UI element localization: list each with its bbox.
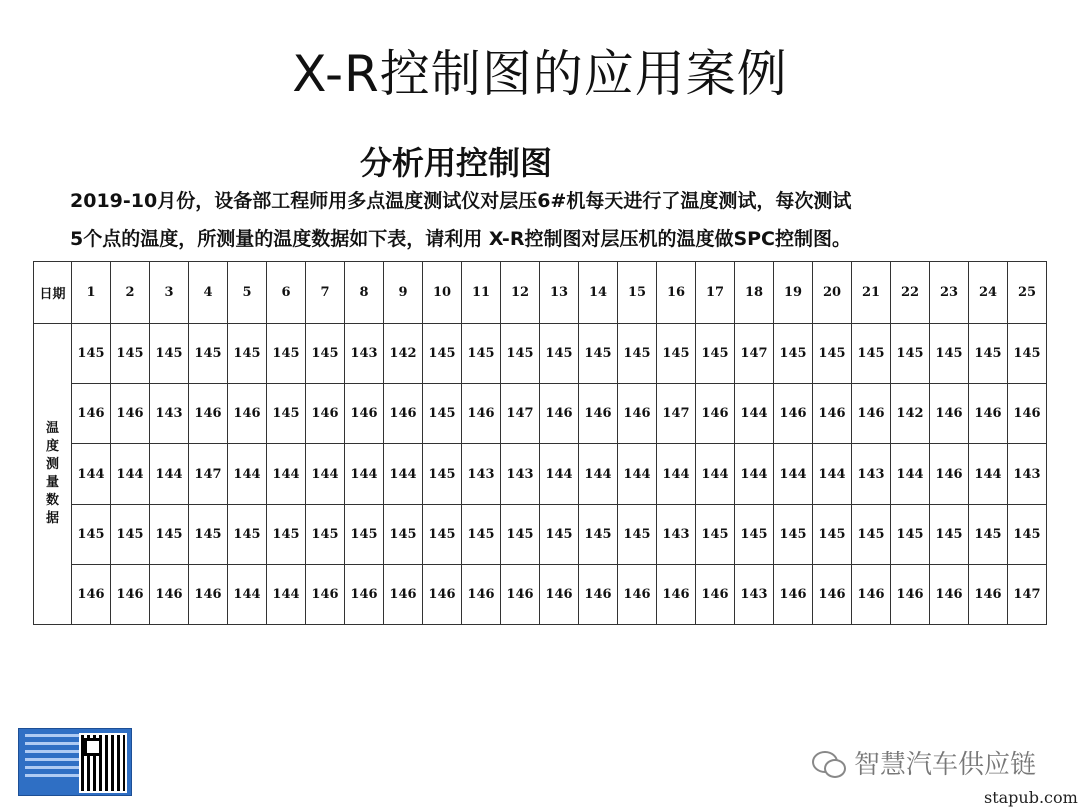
date-header-cell: 12 bbox=[501, 262, 540, 324]
date-header-cell: 1 bbox=[72, 262, 111, 324]
temperature-cell: 145 bbox=[423, 384, 462, 444]
temperature-cell: 144 bbox=[384, 444, 423, 504]
temperature-cell: 146 bbox=[579, 564, 618, 624]
temperature-cell: 146 bbox=[345, 384, 384, 444]
temperature-cell: 145 bbox=[930, 324, 969, 384]
temperature-cell: 142 bbox=[384, 324, 423, 384]
temperature-cell: 143 bbox=[150, 384, 189, 444]
description-line-2: 5个点的温度，所测量的温度数据如下表，请利用 X-R控制图对层压机的温度做SPC控制图。 bbox=[70, 228, 852, 250]
date-header-cell: 11 bbox=[462, 262, 501, 324]
temperature-cell: 146 bbox=[384, 384, 423, 444]
temperature-cell: 146 bbox=[423, 564, 462, 624]
temperature-cell: 146 bbox=[150, 564, 189, 624]
temperature-cell: 145 bbox=[774, 504, 813, 564]
temperature-cell: 145 bbox=[228, 504, 267, 564]
date-header-cell: 8 bbox=[345, 262, 384, 324]
temperature-cell: 142 bbox=[891, 384, 930, 444]
date-header-cell: 7 bbox=[306, 262, 345, 324]
temperature-cell: 147 bbox=[735, 324, 774, 384]
temperature-cell: 146 bbox=[696, 384, 735, 444]
row-label-char: 数 bbox=[45, 493, 59, 509]
temperature-cell: 146 bbox=[462, 564, 501, 624]
row-label-char: 量 bbox=[45, 475, 59, 491]
temperature-cell: 145 bbox=[501, 324, 540, 384]
temperature-cell: 145 bbox=[345, 504, 384, 564]
temperature-cell: 146 bbox=[501, 564, 540, 624]
temperature-cell: 144 bbox=[306, 444, 345, 504]
temperature-cell: 146 bbox=[969, 564, 1008, 624]
section-subtitle: 分析用控制图 bbox=[360, 144, 553, 182]
temperature-cell: 145 bbox=[1008, 324, 1047, 384]
temperature-cell: 145 bbox=[189, 324, 228, 384]
temperature-cell: 145 bbox=[228, 324, 267, 384]
date-header-cell: 23 bbox=[930, 262, 969, 324]
temperature-cell: 145 bbox=[462, 504, 501, 564]
temperature-cell: 146 bbox=[930, 384, 969, 444]
temperature-cell: 146 bbox=[657, 564, 696, 624]
temperature-cell: 147 bbox=[189, 444, 228, 504]
temperature-cell: 145 bbox=[267, 384, 306, 444]
date-header-cell: 3 bbox=[150, 262, 189, 324]
temperature-cell: 146 bbox=[891, 564, 930, 624]
temperature-cell: 146 bbox=[969, 384, 1008, 444]
temperature-cell: 144 bbox=[150, 444, 189, 504]
date-header-cell: 10 bbox=[423, 262, 462, 324]
temperature-cell: 144 bbox=[657, 444, 696, 504]
temperature-cell: 146 bbox=[345, 564, 384, 624]
temperature-cell: 144 bbox=[735, 444, 774, 504]
temperature-cell: 145 bbox=[423, 444, 462, 504]
temperature-cell: 145 bbox=[306, 324, 345, 384]
temperature-cell: 146 bbox=[540, 564, 579, 624]
temperature-cell: 146 bbox=[462, 384, 501, 444]
temperature-cell: 145 bbox=[657, 324, 696, 384]
temperature-cell: 145 bbox=[696, 504, 735, 564]
temperature-cell: 146 bbox=[72, 564, 111, 624]
date-header-cell: 5 bbox=[228, 262, 267, 324]
table-row bbox=[34, 504, 1047, 564]
qr-code-icon bbox=[79, 733, 127, 793]
wechat-watermark bbox=[812, 744, 1036, 781]
temperature-cell: 143 bbox=[852, 444, 891, 504]
temperature-cell: 146 bbox=[189, 564, 228, 624]
temperature-cell: 144 bbox=[774, 444, 813, 504]
temperature-cell: 145 bbox=[423, 324, 462, 384]
temperature-cell: 146 bbox=[111, 564, 150, 624]
temperature-cell: 145 bbox=[267, 324, 306, 384]
temperature-cell: 145 bbox=[384, 504, 423, 564]
temperature-cell: 144 bbox=[579, 444, 618, 504]
temperature-cell: 145 bbox=[696, 324, 735, 384]
watermark-text: 智慧汽车供应链 bbox=[854, 750, 1037, 780]
temperature-cell: 145 bbox=[111, 324, 150, 384]
wechat-icon bbox=[812, 749, 846, 777]
temperature-cell: 145 bbox=[618, 504, 657, 564]
temperature-cell: 145 bbox=[969, 504, 1008, 564]
date-header-cell: 25 bbox=[1008, 262, 1047, 324]
date-header-cell: 6 bbox=[267, 262, 306, 324]
temperature-cell: 146 bbox=[618, 384, 657, 444]
temperature-cell: 144 bbox=[111, 444, 150, 504]
temperature-cell: 146 bbox=[618, 564, 657, 624]
row-label-char: 测 bbox=[45, 457, 59, 473]
temperature-cell: 145 bbox=[1008, 504, 1047, 564]
temperature-cell: 144 bbox=[267, 444, 306, 504]
temperature-cell: 143 bbox=[657, 504, 696, 564]
temperature-cell: 146 bbox=[852, 384, 891, 444]
temperature-cell: 145 bbox=[852, 324, 891, 384]
page-title: X-R控制图的应用案例 bbox=[292, 45, 788, 103]
temperature-cell: 145 bbox=[150, 324, 189, 384]
date-header-cell: 17 bbox=[696, 262, 735, 324]
temperature-cell: 146 bbox=[306, 564, 345, 624]
temperature-cell: 145 bbox=[72, 324, 111, 384]
temperature-cell: 145 bbox=[150, 504, 189, 564]
temperature-cell: 145 bbox=[540, 504, 579, 564]
temperature-cell: 146 bbox=[228, 384, 267, 444]
table-header-row bbox=[34, 262, 1047, 324]
temperature-cell: 145 bbox=[813, 324, 852, 384]
temperature-cell: 145 bbox=[735, 504, 774, 564]
temperature-cell: 143 bbox=[345, 324, 384, 384]
temperature-cell: 145 bbox=[930, 504, 969, 564]
temperature-cell: 145 bbox=[189, 504, 228, 564]
temperature-cell: 146 bbox=[579, 384, 618, 444]
date-header-cell: 2 bbox=[111, 262, 150, 324]
temperature-cell: 145 bbox=[852, 504, 891, 564]
measurement-row-label bbox=[34, 324, 72, 625]
date-header-cell: 13 bbox=[540, 262, 579, 324]
row-label-char: 度 bbox=[45, 439, 59, 455]
date-header-cell: 14 bbox=[579, 262, 618, 324]
temperature-cell: 146 bbox=[930, 444, 969, 504]
date-header-cell: 22 bbox=[891, 262, 930, 324]
temperature-cell: 144 bbox=[891, 444, 930, 504]
temperature-cell: 145 bbox=[462, 324, 501, 384]
temperature-cell: 146 bbox=[696, 564, 735, 624]
temperature-cell: 147 bbox=[1008, 564, 1047, 624]
temperature-cell: 145 bbox=[891, 504, 930, 564]
footer-url: stapub.com bbox=[984, 788, 1078, 807]
temperature-cell: 143 bbox=[501, 444, 540, 504]
temperature-cell: 146 bbox=[852, 564, 891, 624]
temperature-cell: 145 bbox=[423, 504, 462, 564]
row-label-char: 据 bbox=[45, 511, 59, 527]
temperature-cell: 146 bbox=[930, 564, 969, 624]
row-label-char: 温 bbox=[45, 421, 59, 437]
temperature-cell: 143 bbox=[1008, 444, 1047, 504]
temperature-cell: 145 bbox=[813, 504, 852, 564]
temperature-cell: 147 bbox=[501, 384, 540, 444]
temperature-cell: 144 bbox=[813, 444, 852, 504]
table-row bbox=[34, 444, 1047, 504]
date-header-label: 日期 bbox=[34, 262, 72, 324]
temperature-cell: 146 bbox=[1008, 384, 1047, 444]
date-header-cell: 20 bbox=[813, 262, 852, 324]
table-row bbox=[34, 384, 1047, 444]
temperature-cell: 144 bbox=[969, 444, 1008, 504]
temperature-cell: 144 bbox=[696, 444, 735, 504]
temperature-cell: 146 bbox=[813, 564, 852, 624]
temperature-cell: 144 bbox=[72, 444, 111, 504]
date-header-cell: 19 bbox=[774, 262, 813, 324]
temperature-cell: 146 bbox=[384, 564, 423, 624]
date-header-cell: 15 bbox=[618, 262, 657, 324]
temperature-cell: 144 bbox=[540, 444, 579, 504]
temperature-cell: 145 bbox=[306, 504, 345, 564]
temperature-cell: 144 bbox=[228, 444, 267, 504]
temperature-cell: 146 bbox=[189, 384, 228, 444]
temperature-cell: 146 bbox=[111, 384, 150, 444]
temperature-cell: 145 bbox=[267, 504, 306, 564]
temperature-cell: 144 bbox=[735, 384, 774, 444]
date-header-cell: 24 bbox=[969, 262, 1008, 324]
description-line-1: 2019-10月份，设备部工程师用多点温度测试仪对层压6#机每天进行了温度测试，每次测试 bbox=[70, 190, 852, 212]
date-header-cell: 9 bbox=[384, 262, 423, 324]
temperature-cell: 146 bbox=[540, 384, 579, 444]
temperature-cell: 143 bbox=[735, 564, 774, 624]
temperature-cell: 144 bbox=[345, 444, 384, 504]
table-row bbox=[34, 564, 1047, 624]
temperature-cell: 145 bbox=[579, 504, 618, 564]
temperature-cell: 146 bbox=[72, 384, 111, 444]
temperature-cell: 145 bbox=[540, 324, 579, 384]
temperature-cell: 145 bbox=[969, 324, 1008, 384]
qr-code-card bbox=[18, 728, 132, 796]
temperature-cell: 145 bbox=[111, 504, 150, 564]
temperature-cell: 146 bbox=[774, 384, 813, 444]
temperature-cell: 146 bbox=[774, 564, 813, 624]
temperature-cell: 144 bbox=[267, 564, 306, 624]
temperature-cell: 145 bbox=[618, 324, 657, 384]
date-header-cell: 4 bbox=[189, 262, 228, 324]
temperature-cell: 144 bbox=[618, 444, 657, 504]
temperature-cell: 144 bbox=[228, 564, 267, 624]
date-header-cell: 18 bbox=[735, 262, 774, 324]
temperature-cell: 146 bbox=[306, 384, 345, 444]
temperature-cell: 145 bbox=[891, 324, 930, 384]
temperature-cell: 143 bbox=[462, 444, 501, 504]
date-header-cell: 16 bbox=[657, 262, 696, 324]
temperature-cell: 145 bbox=[579, 324, 618, 384]
date-header-cell: 21 bbox=[852, 262, 891, 324]
temperature-cell: 145 bbox=[501, 504, 540, 564]
temperature-data-table bbox=[33, 261, 1047, 625]
temperature-cell: 146 bbox=[813, 384, 852, 444]
temperature-cell: 145 bbox=[72, 504, 111, 564]
temperature-cell: 145 bbox=[774, 324, 813, 384]
temperature-cell: 147 bbox=[657, 384, 696, 444]
table-row bbox=[34, 324, 1047, 384]
